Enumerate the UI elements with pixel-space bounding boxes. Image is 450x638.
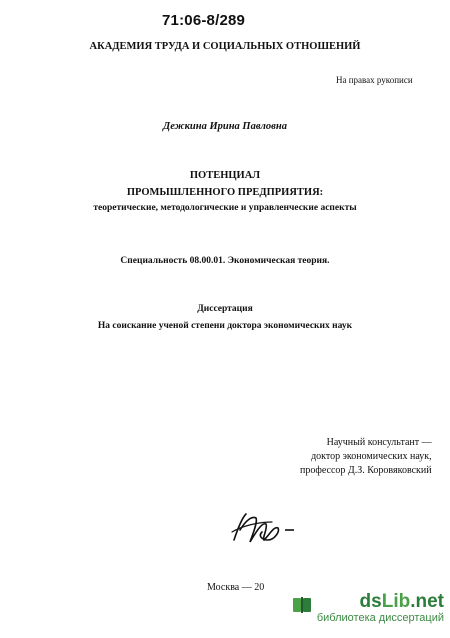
subtitle: теоретические, методологические и управленческие аспекты xyxy=(93,203,357,213)
place-year: Москва — 20 xyxy=(207,582,265,593)
advisor-line-3: профессор Д.З. Коровяковский xyxy=(300,465,432,476)
advisor-line-1: Научный консультант — xyxy=(326,437,432,448)
specialty: Специальность 08.00.01. Экономическая теория. xyxy=(120,256,330,266)
title-line-1: ПОТЕНЦИАЛ xyxy=(189,170,261,181)
watermark-logo xyxy=(317,592,444,612)
watermark-logo-lib: Lib xyxy=(381,591,411,612)
handwritten-signature xyxy=(228,510,298,551)
watermark-tagline: библиотека диссертаций xyxy=(316,612,444,624)
rights-note: На правах рукописи xyxy=(336,75,413,85)
author-name: Дежкина Ирина Павловна xyxy=(163,121,287,132)
title-line-2: ПРОМЫШЛЕННОГО ПРЕДПРИЯТИЯ: xyxy=(126,187,324,198)
institution-name: АКАДЕМИЯ ТРУДА И СОЦИАЛЬНЫХ ОТНОШЕНИЙ xyxy=(89,41,361,52)
watermark-logo-net: .net xyxy=(410,591,444,612)
document-type: Диссертация xyxy=(197,304,253,314)
advisor-line-2: доктор экономических наук, xyxy=(311,451,432,462)
degree-statement: На соискание ученой степени доктора экономических наук xyxy=(97,321,353,331)
scientific-advisor xyxy=(300,436,432,478)
book-icon xyxy=(291,594,313,616)
archive-stamp: 71:06-8/289 xyxy=(162,12,246,29)
dslib-watermark xyxy=(317,592,444,625)
watermark-logo-ds: ds xyxy=(359,591,382,612)
